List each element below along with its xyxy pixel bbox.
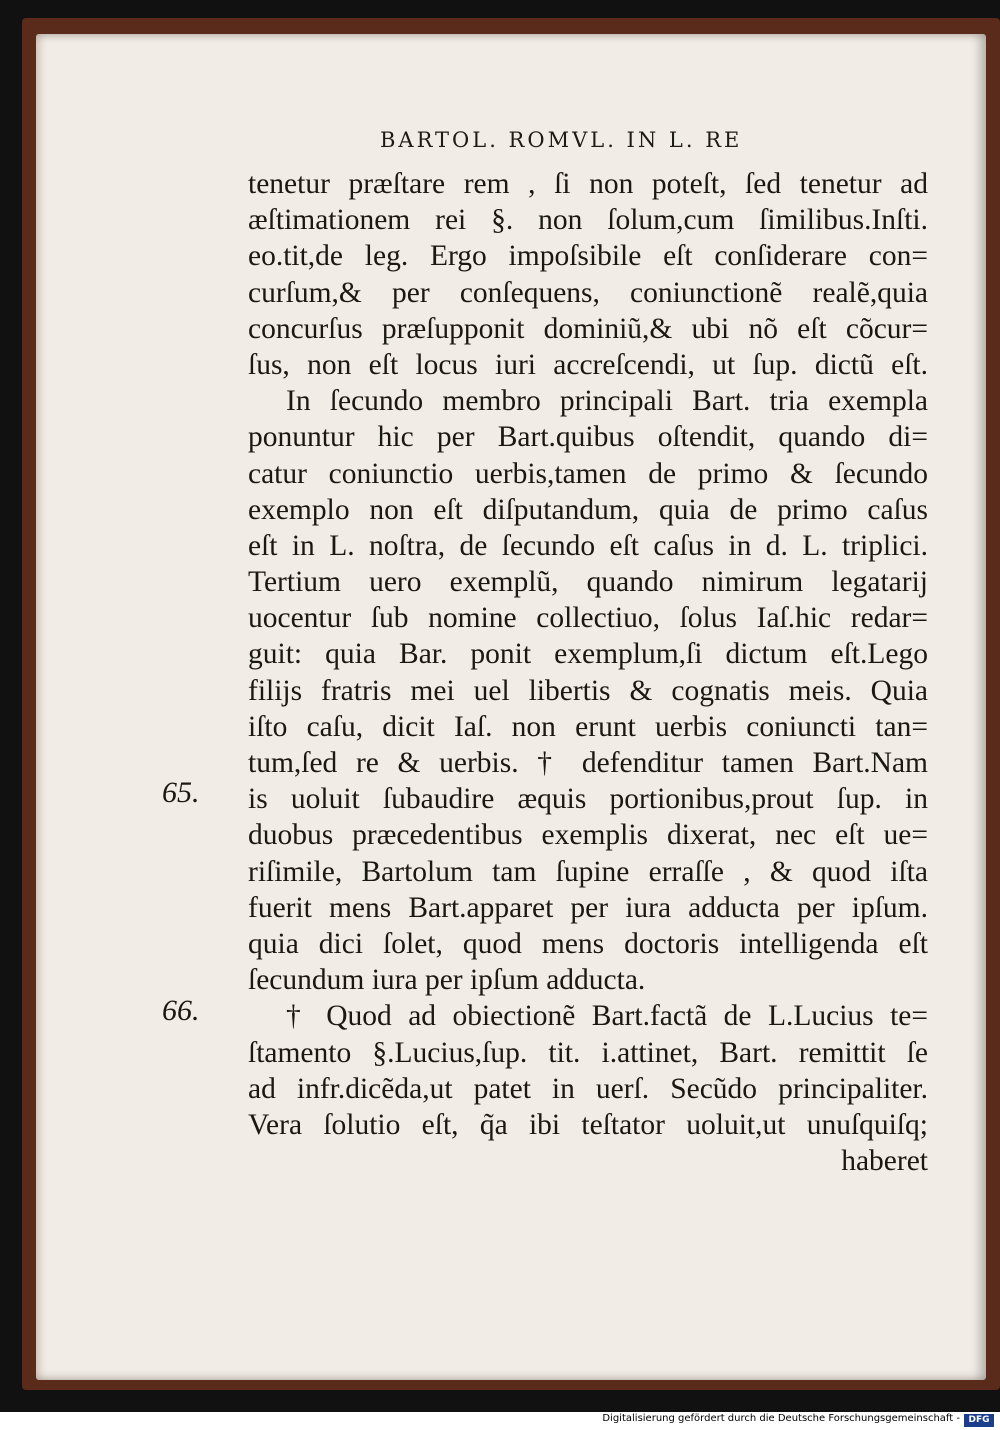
footer-bar <box>0 1412 1000 1430</box>
margin-number: 65. <box>162 776 200 809</box>
text-line: tenetur præſtare rem , ſi non poteſt, ſed tenetur ad <box>248 168 928 200</box>
text-line: æſtimationem rei §. non ſolum,cum ſimilibus.Inſti. <box>248 204 928 237</box>
text-line: filijs fratris mei uel libertis & cognatis meis. Quia <box>248 674 928 707</box>
text-line: concurſus præſupponit dominiũ,& ubi nõ eſt cõcur= <box>248 312 928 345</box>
text-line: catur coniunctio uerbis,tamen de primo & ſecundo <box>248 457 928 490</box>
text-line: † Quod ad obiectionẽ Bart.factã de L.Lucius te= <box>286 1000 928 1033</box>
text-line: ſus, non eſt locus iuri accreſcendi, ut ſup. dictũ eſt. <box>248 348 928 381</box>
text-line: ad infr.dicẽda,ut patet in uerſ. Secũdo principaliter. <box>248 1072 928 1105</box>
text-line: eſt in L. noſtra, de ſecundo eſt caſus in d. L. triplici. <box>248 529 928 562</box>
text-line: quia dici ſolet, quod mens doctoris intelligenda eſt <box>248 927 928 960</box>
text-line: guit: quia Bar. ponit exemplum,ſi dictum eſt.Lego <box>248 638 928 671</box>
text-line: fuerit mens Bart.apparet per iura adducta per ipſum. <box>248 891 928 924</box>
text-line: In ſecundo membro principali Bart. tria exempla <box>286 385 928 418</box>
text-line: iſto caſu, dicit Iaſ. non erunt uerbis coniuncti tan= <box>248 710 928 743</box>
margin-number: 66. <box>162 994 200 1027</box>
catchword: haberet <box>841 1145 928 1178</box>
body-text <box>248 166 928 1179</box>
text-line: uocentur ſub nomine collectiuo, ſolus Iaſ.hic redar= <box>248 602 928 635</box>
text-line: Vera ſolutio eſt, q̃a ibi teſtator uoluit,ut unuſquiſq; <box>248 1108 928 1141</box>
text-line: ſtamento §.Lucius,ſup. tit. i.attinet, Bart. remittit ſe <box>248 1036 928 1069</box>
text-line: eo.tit,de leg. Ergo impoſsibile eſt conſiderare con= <box>248 240 928 273</box>
footer-credit: Digitalisierung gefördert durch die Deutsche Forschungsgemeinschaft - <box>602 1413 960 1424</box>
text-line: tum,ſed re & uerbis. † defenditur tamen Bart.Nam <box>248 747 928 779</box>
running-head: BARTOL. ROMVL. IN L. RE <box>380 128 743 152</box>
text-line: is uoluit ſubaudire æquis portionibus,prout ſup. in <box>248 783 928 816</box>
text-line: exemplo non eſt diſputandum, quia de primo caſus <box>248 493 928 526</box>
text-line: ſecundum iura per ipſum adducta. <box>248 964 646 997</box>
text-line: duobus præcedentibus exemplis dixerat, nec eſt ue= <box>248 819 928 852</box>
text-line: Tertium uero exemplũ, quando nimirum legatarij <box>248 566 928 599</box>
dfg-logo: DFG <box>964 1414 994 1427</box>
text-line: ponuntur hic per Bart.quibus oſtendit, quando di= <box>248 421 928 454</box>
text-line: curſum,& per conſequens, coniunctionẽ realẽ,quia <box>248 276 928 309</box>
text-line: riſimile, Bartolum tam ſupine erraſſe , & quod iſta <box>248 855 928 888</box>
